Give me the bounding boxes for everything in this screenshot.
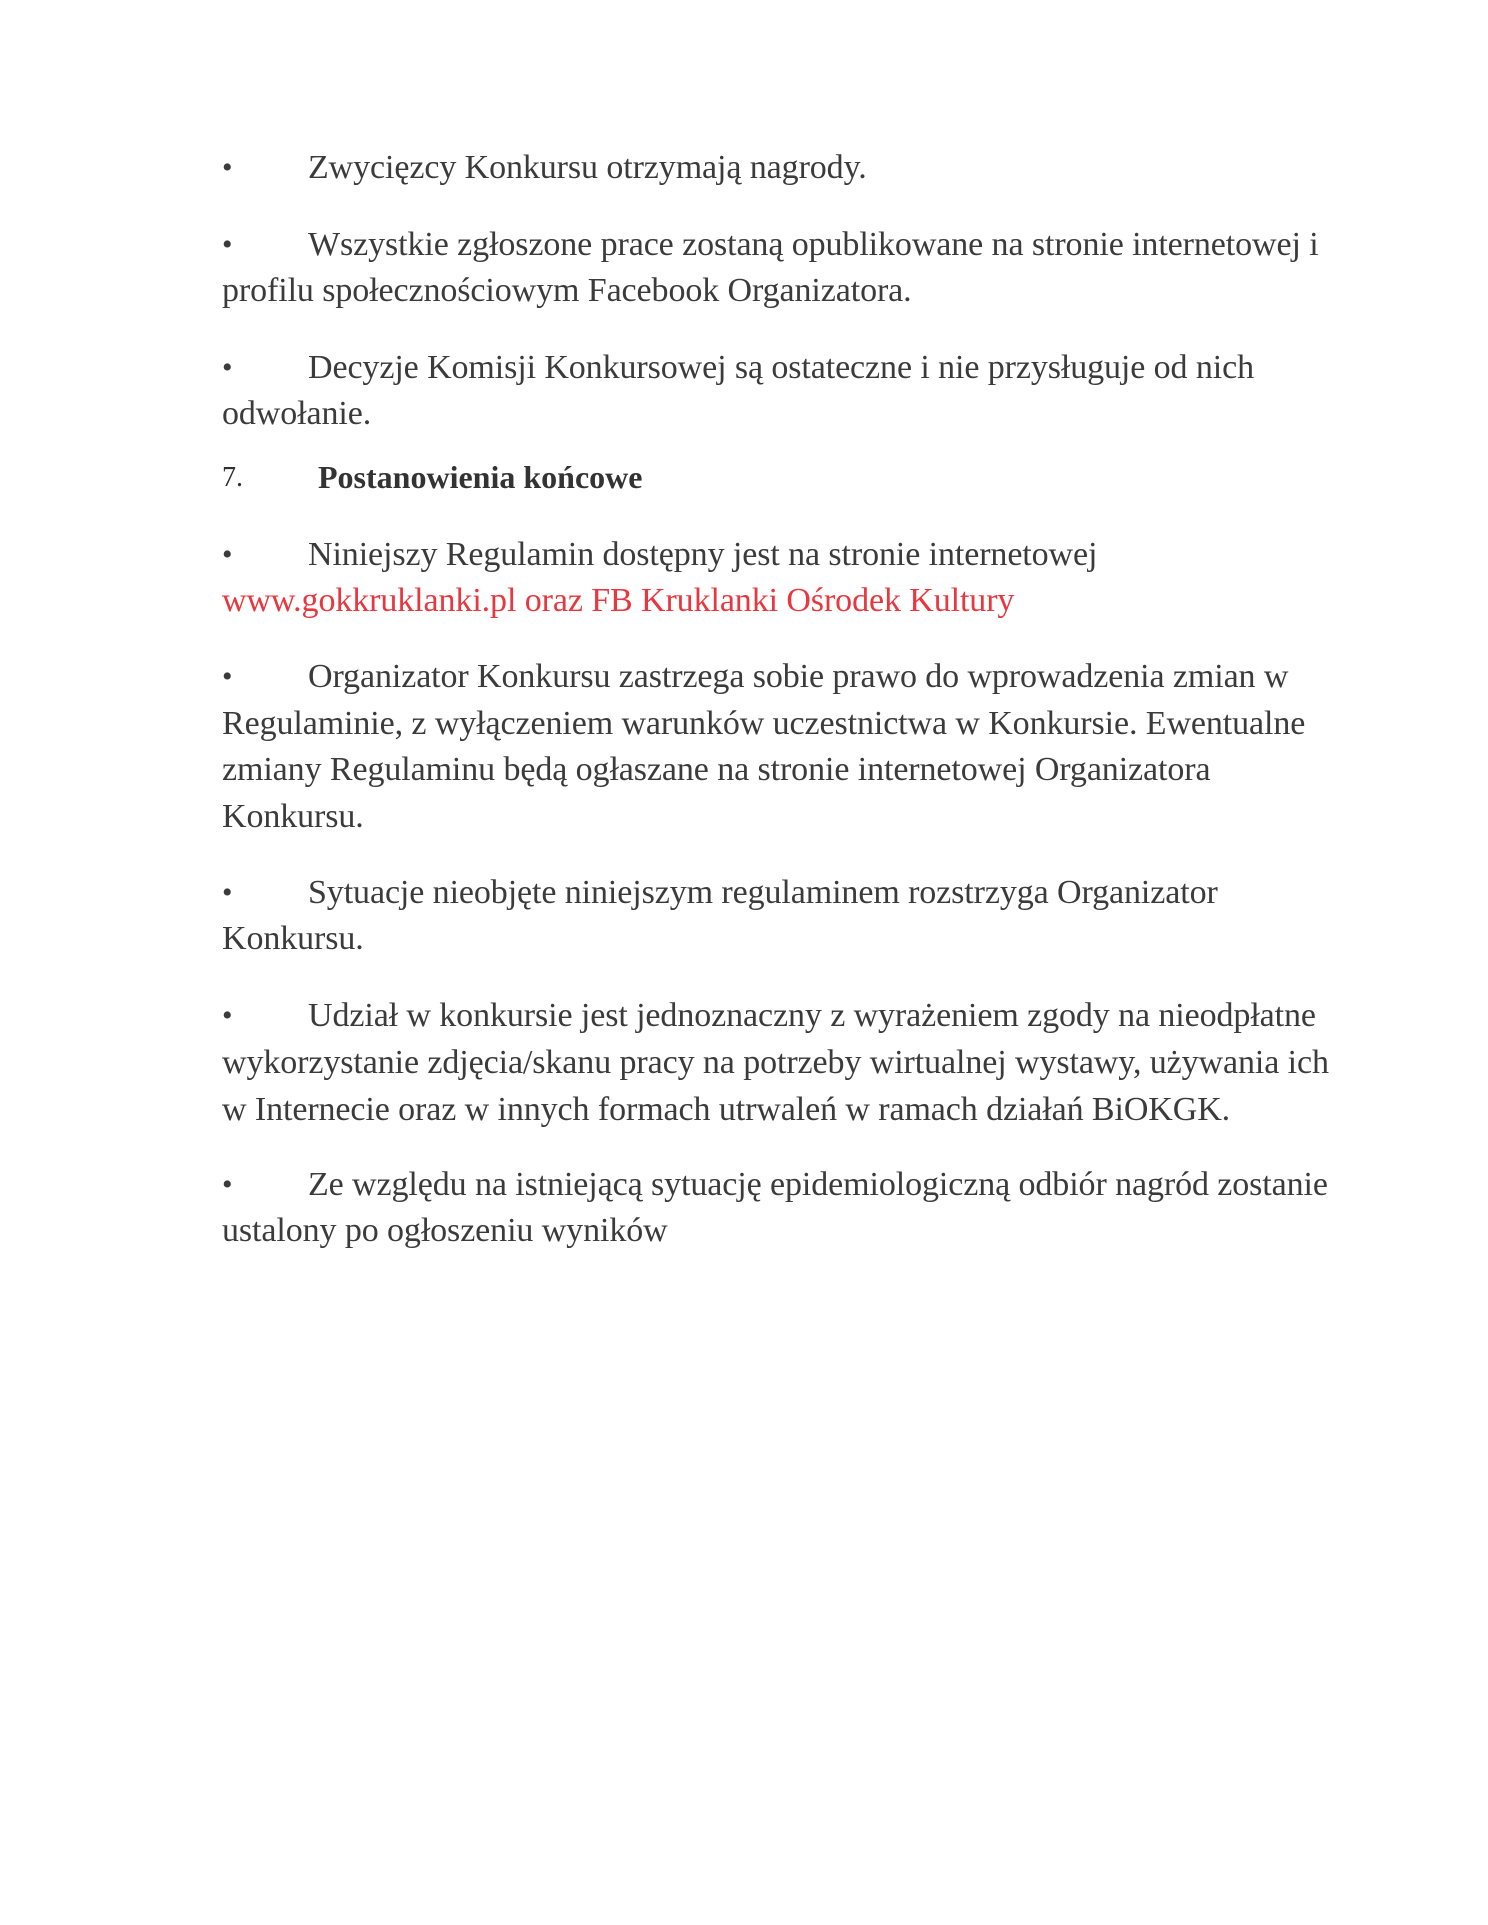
section-heading: Postanowienia końcowe [318, 459, 643, 495]
bullet-marker: • [222, 876, 233, 909]
bullet-text: Wszystkie zgłoszone prace zostaną opublikowane na stronie internetowej i [308, 226, 1319, 263]
paragraph-line: wykorzystanie zdjęcia/skanu pracy na potrzeby wirtualnej wystawy, używania ich [222, 1044, 1329, 1081]
section-number: 7. [222, 462, 243, 493]
bullet-text: Udział w konkursie jest jednoznaczny z wyrażeniem zgody na nieodpłatne [308, 997, 1316, 1034]
paragraph-line: profilu społecznościowym Facebook Organizatora. [222, 272, 912, 309]
bullet-text: Sytuacje nieobjęte niniejszym regulaminem rozstrzyga Organizator [308, 874, 1218, 911]
paragraph-line: Regulaminie, z wyłączeniem warunków uczestnictwa w Konkursie. Ewentualne [222, 705, 1306, 742]
paragraph-line: w Internecie oraz w innych formach utrwaleń w ramach działań BiOKGK. [222, 1091, 1231, 1128]
bullet-text: Niniejszy Regulamin dostępny jest na stronie internetowej [308, 536, 1098, 573]
bullet-marker: • [222, 228, 233, 261]
paragraph-line: zmiany Regulaminu będą ogłaszane na stronie internetowej Organizatora [222, 751, 1211, 788]
bullet-marker: • [222, 151, 233, 184]
paragraph-line: ustalony po ogłoszeniu wyników [222, 1212, 668, 1249]
paragraph-line: odwołanie. [222, 395, 372, 432]
paragraph-line: Konkursu. [222, 798, 364, 835]
bullet-marker: • [222, 660, 233, 693]
bullet-text: Decyzje Komisji Konkursowej są ostateczne i nie przysługuje od nich [308, 349, 1254, 386]
website-link[interactable]: www.gokkruklanki.pl oraz FB Kruklanki Ośrodek Kultury [222, 582, 1015, 619]
bullet-text: Organizator Konkursu zastrzega sobie prawo do wprowadzenia zmian w [308, 658, 1289, 695]
bullet-marker: • [222, 538, 233, 571]
bullet-text: Zwycięzcy Konkursu otrzymają nagrody. [308, 149, 867, 186]
bullet-marker: • [222, 351, 233, 384]
bullet-marker: • [222, 999, 233, 1032]
bullet-text: Ze względu na istniejącą sytuację epidemiologiczną odbiór nagród zostanie [308, 1166, 1328, 1203]
paragraph-line: Konkursu. [222, 920, 364, 957]
bullet-marker: • [222, 1168, 233, 1201]
